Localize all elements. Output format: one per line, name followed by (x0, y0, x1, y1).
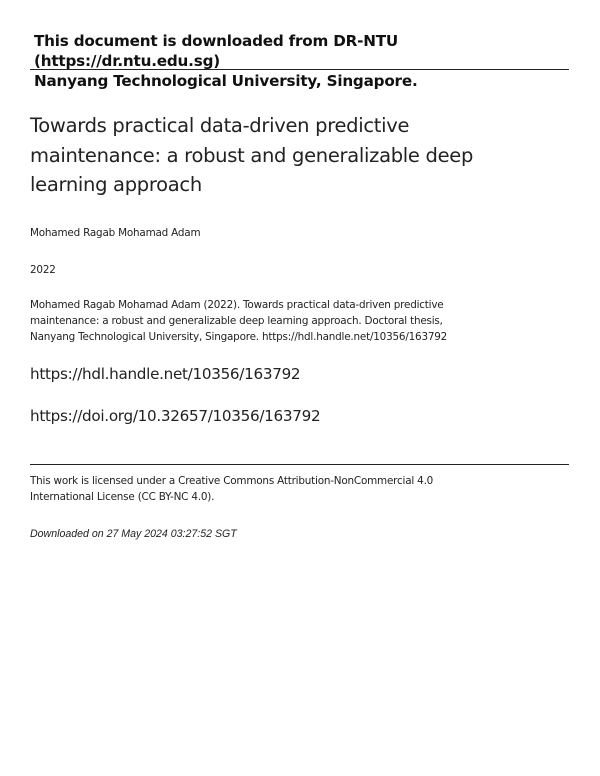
document-year: 2022 (30, 264, 56, 276)
doi-link[interactable]: https://doi.org/10.32657/10356/163792 (30, 407, 321, 425)
header-divider (30, 69, 569, 70)
repository-header (34, 31, 569, 91)
license-divider (30, 464, 569, 465)
document-author: Mohamed Ragab Mohamad Adam (30, 227, 201, 239)
download-timestamp: Downloaded on 27 May 2024 03:27:52 SGT (30, 528, 237, 540)
document-title: Towards practical data-driven predictive maintenance: a robust and generalizable deep learning approach (30, 114, 474, 196)
handle-link[interactable]: https://hdl.handle.net/10356/163792 (30, 365, 301, 383)
header-line-institution: Nanyang Technological University, Singapore. (34, 72, 418, 90)
license-statement: This work is licensed under a Creative Commons Attribution-NonCommercial 4.0 International License (CC BY-NC 4.0). (30, 475, 434, 503)
document-citation: Mohamed Ragab Mohamad Adam (2022). Towards practical data-driven predictive maintenance: a robust and generalizable deep learning approach. Doctoral thesis, Nanyang Technological University, Singapore. https://hdl.handle.net/10356/163792 (30, 299, 448, 343)
header-line-source: This document is downloaded from DR-NTU (https://dr.ntu.edu.sg) (34, 32, 399, 70)
